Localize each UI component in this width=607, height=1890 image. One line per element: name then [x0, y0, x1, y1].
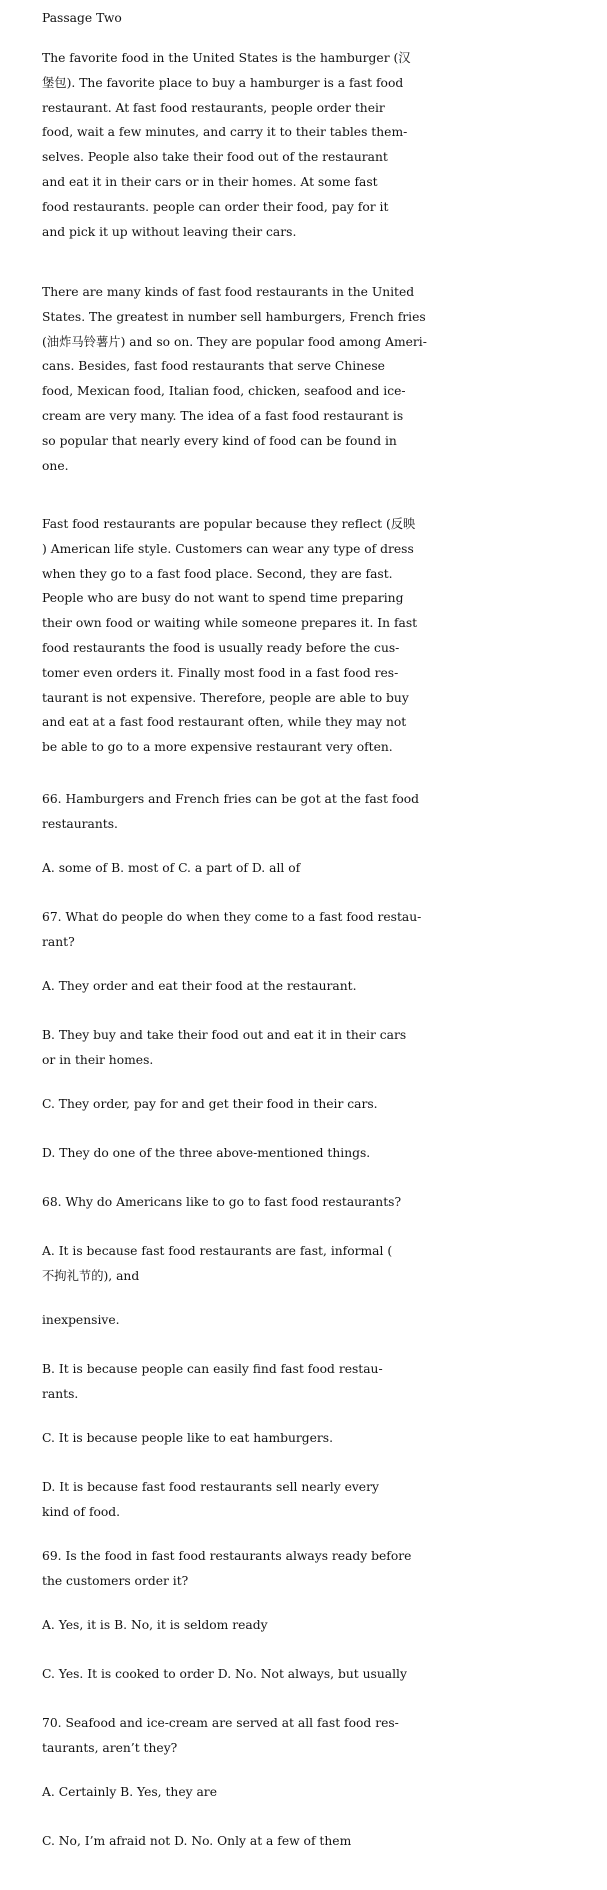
question-68-option-d: D. It is because fast food restaurants sell nearly every kind of food.: [42, 1480, 379, 1519]
question-67-option-c: C. They order, pay for and get their food in their cars.: [42, 1097, 378, 1111]
question-68-option-a-continued: inexpensive.: [42, 1313, 120, 1327]
paragraph-3: Fast food restaurants are popular because they reflect (反映 ) American life style. Customers can wear any type of dress when they go to a fast food place. Second, they are fast. People who are busy do not want to spend time preparing their own food or waiting while someone prepares it. In fast food restaurants the food is usually ready before the cus- tomer even orders it. Finally most food in a fast food res- taurant is not expensive. Therefore, people are able to buy and eat at a fast food restaurant often, while they may not be able to go to a more expensive restaurant very often.: [42, 517, 418, 755]
question-69-options-ab: A. Yes, it is B. No, it is seldom ready: [42, 1618, 268, 1632]
question-69-options-cd: C. Yes. It is cooked to order D. No. Not always, but usually: [42, 1667, 407, 1681]
question-68: 68. Why do Americans like to go to fast food restaurants?: [42, 1195, 402, 1209]
question-68-option-a: A. It is because fast food restaurants are fast, informal ( 不拘礼节的), and: [42, 1244, 393, 1283]
question-66: 66. Hamburgers and French fries can be got at the fast food restaurants.: [42, 792, 420, 831]
question-70-options-ab: A. Certainly B. Yes, they are: [42, 1785, 217, 1799]
paragraph-2: There are many kinds of fast food restaurants in the United States. The greatest in number sell hamburgers, French fries (油炸马铃薯片) and so on. They are popular food among Ameri- cans. Besides, fast food restaurants that serve Chinese food, Mexican food, Italian food, chicken, seafood and ice- cream are very many. The idea of a fast food restaurant is so popular that nearly every kind of food can be found in one.: [42, 285, 427, 473]
question-67-option-d: D. They do one of the three above-mentioned things.: [42, 1146, 371, 1160]
question-67: 67. What do people do when they come to a fast food restau- rant?: [42, 910, 422, 949]
question-67-option-b: B. They buy and take their food out and eat it in their cars or in their homes.: [42, 1028, 407, 1067]
passage-title: Passage Two: [42, 11, 122, 25]
question-66-options: A. some of B. most of C. a part of D. all of: [42, 861, 301, 875]
question-67-option-a: A. They order and eat their food at the restaurant.: [42, 979, 357, 993]
question-68-option-c: C. It is because people like to eat hamburgers.: [42, 1431, 334, 1445]
question-70: 70. Seafood and ice-cream are served at all fast food res- taurants, aren’t they?: [42, 1716, 399, 1755]
question-69: 69. Is the food in fast food restaurants always ready before the customers order it?: [42, 1549, 412, 1588]
paragraph-1: The favorite food in the United States is the hamburger (汉 堡包). The favorite place to buy a hamburger is a fast food restaurant. At fast food restaurants, people order their food, wait a few minutes, and carry it to their tables them- selves. People also take their food out of the restaurant and eat it in their cars or in their homes. At some fast food restaurants. people can order their food, pay for it and pick it up without leaving their cars.: [42, 51, 411, 239]
question-68-option-b: B. It is because people can easily find fast food restau- rants.: [42, 1362, 383, 1401]
question-70-options-cd: C. No, I’m afraid not D. No. Only at a few of them: [42, 1834, 352, 1848]
